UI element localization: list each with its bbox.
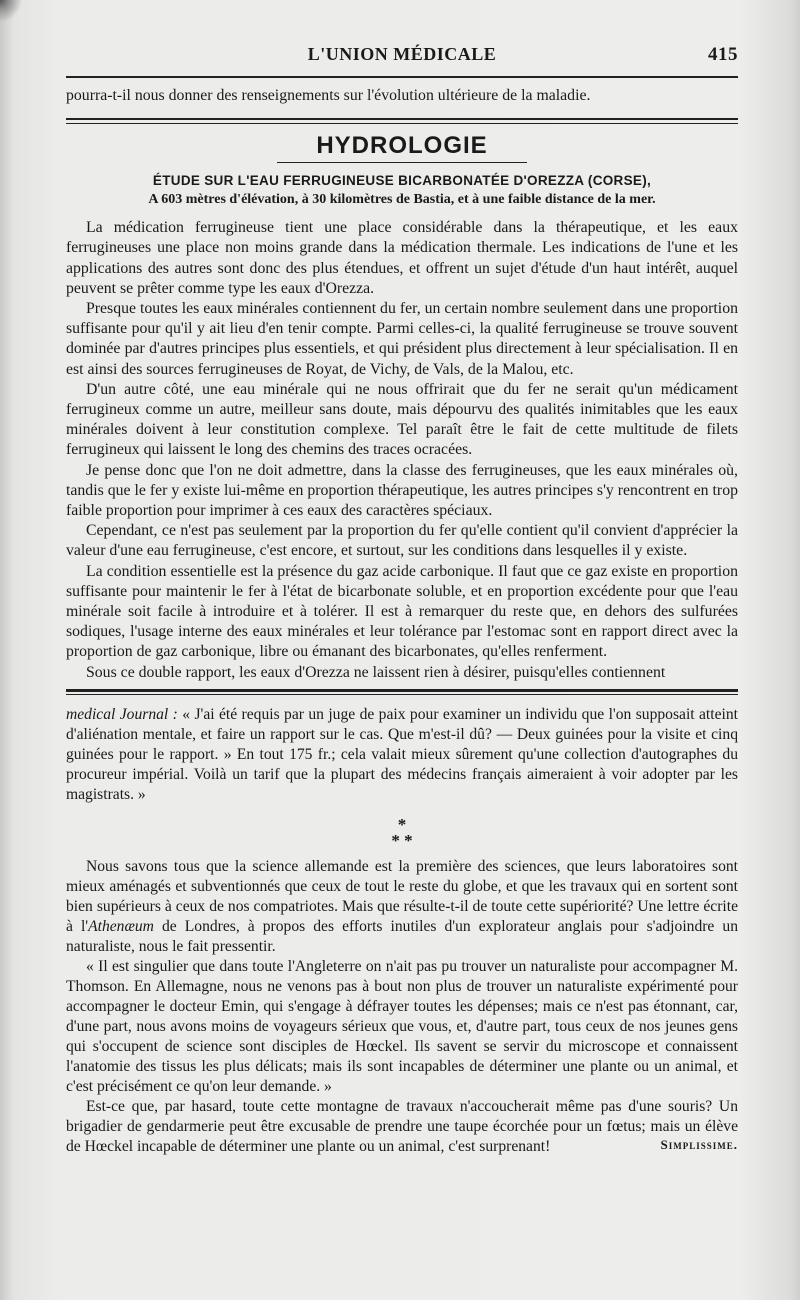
page-number: 415 (708, 44, 738, 65)
journal-title: L'UNION MÉDICALE (307, 44, 497, 64)
science-text-b: de Londres, à propos des efforts inutiles d'un explorateur anglais pour s'adjoindre un naturaliste, nous le fait pressentir. (66, 917, 738, 955)
athenaeum-title: Athenæum (88, 917, 154, 935)
section-stars (66, 814, 738, 850)
column-divider (66, 689, 738, 695)
header-rule (66, 76, 738, 78)
article-paragraph: La condition essentielle est la présence du gaz acide carbonique. Il faut que ce gaz existe en proportion suffisante pour maintenir le fer à l'état de bicarbonate soluble, et en proportion excédente pour que l'eau minérale soit facile à introduire et à tolérer. Il est à remarquer du reste que, en dehors des sulfurées sodiques, l'usage interne des eaux minérales et leur tolérance par l'estomac sont en rapport direct avec la proportion de gaz carbonique, libre ou émanant des bicarbonates, qu'elles renferment. (66, 562, 738, 661)
science-text-a: Nous savons tous que la science allemande est la première des sciences, que leurs laboratoires sont mieux aménagés et subventionnés que ceux de tout le reste du globe, et que les travaux qui en sortent sont bien supérieurs à ceux de nos compatriotes. Mais que résulte-t-il de toute cette supériorité? Une lettre écrite à l' (66, 857, 738, 935)
article-paragraph: Je pense donc que l'on ne doit admettre, dans la classe des ferrugineuses, que les eaux minérales où, tandis que le fer y existe lui-même en proportion thérapeutique, les autres principes s'y rencontrent en trop faible proportion pour imprimer à ces eaux des caractères spéciaux. (66, 461, 738, 520)
star-top: * (397, 814, 407, 834)
article-paragraph: Sous ce double rapport, les eaux d'Orezza ne laissent rien à désirer, puisqu'elles contiennent (86, 663, 666, 681)
section-title: HYDROLOGIE (316, 132, 488, 160)
article-body (66, 218, 738, 683)
letter-paragraph: « Il est singulier que dans toute l'Angleterre on n'ait pas pu trouver un naturaliste pour accompagner M. Thomson. En Allemagne, nous ne venons pas à bout non plus de trouver un naturaliste expérimenté pour accompagner le docteur Emin, qui s'engage à défrayer toutes les dépenses; mais ce n'est pas étonnant, car, d'une part, nous avons moins de voyageurs sérieux que vous, et, d'autre part, tous ceux de nos jeunes gens qui s'occupent de science sont disciples de Hœckel. Ils savent se servir du microscope et connaissent l'anatomie des tissus les plus délicats; mais ils sont incapables de déterminer une plante ou un animal, et c'est précisément ce qu'on leur demande. » (66, 957, 738, 1095)
running-head (66, 44, 738, 76)
article-subtitle: A 603 mètres d'élévation, à 30 kilomètres de Bastia, et à une faible distance de la mer. (148, 192, 656, 208)
article-paragraph: Presque toutes les eaux minérales contiennent du fer, un certain nombre seulement dans une proportion suffisante pour qu'il y ait lieu d'en tenir compte. Parmi celles-ci, la qualité ferrugineuse se trouve souvent dominée par d'autres principes plus essentiels, et qui président plus directement à leur spécialisation. Il en est ainsi des sources ferrugineuses de Royat, de Vichy, de Vals, de la Malou, etc. (66, 300, 738, 378)
article-paragraph: D'un autre côté, une eau minérale qui ne nous offrirait que du fer ne serait qu'un médicament ferrugineux comme un autre, meilleur sans doute, mais dépourvu des qualités inimitables que les eaux minérales doivent à leur constitution complexe. Tel paraît être le fait de cette multitude de filets ferrugineux qui laissent le long des chemins des traces ocracées. (66, 380, 738, 459)
quote-paragraph (66, 705, 738, 805)
star-bottom: * * (391, 830, 413, 850)
journal-reference: medical Journal : (66, 705, 178, 723)
lower-column (66, 705, 738, 1153)
section-divider (66, 118, 738, 124)
author-signature: Simplissime. (660, 1136, 738, 1152)
article-paragraph: Cependant, ce n'est pas seulement par la proportion du fer qu'elle contient qu'il convient d'apprécier la valeur d'une eau ferrugineuse, c'est encore, et surtout, sur les conditions dans lesquelles il y existe. (66, 522, 738, 560)
section-title-rule (277, 162, 527, 163)
science-paragraph (66, 857, 738, 957)
intro-paragraph: pourra-t-il nous donner des renseignements sur l'évolution ultérieure de la maladie. (66, 87, 591, 104)
article-title: ÉTUDE SUR L'EAU FERRUGINEUSE BICARBONATÉE D'OREZZA (CORSE), (152, 173, 652, 189)
page-corner-shadow (0, 0, 22, 22)
closing-paragraph: Est-ce que, par hasard, toute cette montagne de travaux n'accoucherait même pas d'une souris? Un brigadier de gendarmerie peut être excusable de prendre une taupe écorchée pour un fœtus; mais un élève de Hœckel incapable de déterminer une plante ou un animal, c'est surprenant! (66, 1097, 738, 1155)
article-paragraph: La médication ferrugineuse tient une place considérable dans la thérapeutique, et les eaux ferrugineuses une place non moins grande dans la médication thermale. Les indications de l'une et les applications des autres sont donc des plus étendues, et offrent un sujet d'étude d'un haut intérêt, auquel peuvent se prêter comme type les eaux d'Orezza. (66, 219, 738, 297)
quote-text: « J'ai été requis par un juge de paix pour examiner un individu que l'on supposait atteint d'aliénation mentale, et faire un rapport sur le cas. Que m'est-il dû? — Deux guinées pour la visite et cinq guinées pour le rapport. » En tout 175 fr.; cela valait mieux sûrement qu'une collection d'autographes du procureur impérial. Voilà un tarif que la plupart des médecins français aimeraient à voir adopter par les magistrats. » (66, 705, 738, 803)
